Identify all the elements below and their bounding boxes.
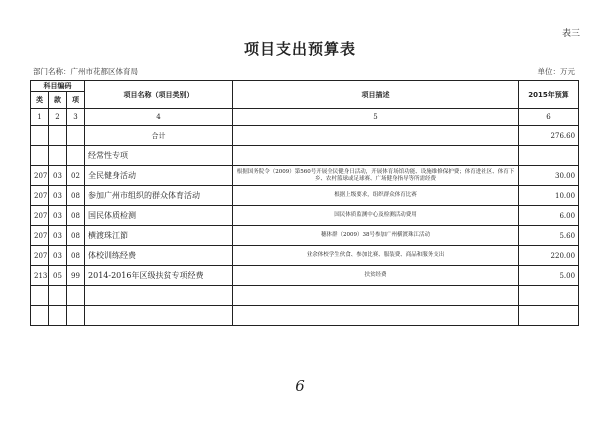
xiang-cell: 08 bbox=[67, 246, 85, 266]
lei-cell: 207 bbox=[31, 226, 49, 246]
document-title: 项目支出预算表 bbox=[243, 40, 356, 58]
budget-header: 2015年预算 bbox=[519, 81, 579, 109]
section-row bbox=[31, 146, 579, 166]
table-row bbox=[31, 226, 579, 246]
unit-label: 单位：万元 bbox=[537, 67, 575, 76]
description-cell: 根据上级要求，组织群众体育比赛 bbox=[233, 186, 519, 206]
xiang-cell: 08 bbox=[67, 206, 85, 226]
lei-header: 类 bbox=[31, 92, 49, 109]
xiang-cell: 08 bbox=[67, 186, 85, 206]
empty-row bbox=[31, 286, 579, 306]
kuan-cell: 03 bbox=[49, 206, 67, 226]
total-value: 276.60 bbox=[519, 126, 579, 146]
table-row bbox=[31, 266, 579, 286]
budget-cell: 30.00 bbox=[519, 166, 579, 186]
description-cell: 业余体校学生伙食、参加比赛、服装费、商品和服务支出 bbox=[233, 246, 519, 266]
kuan-header: 款 bbox=[49, 92, 67, 109]
kuan-cell: 03 bbox=[49, 186, 67, 206]
project-name-cell: 2014-2016年区级扶贫专项经费 bbox=[85, 266, 233, 286]
description-cell: 扶贫经费 bbox=[233, 266, 519, 286]
lei-cell: 213 bbox=[31, 266, 49, 286]
section-label: 经常性专项 bbox=[85, 146, 233, 166]
subject-code-header: 科目编码 bbox=[31, 81, 85, 92]
description-cell: 根据国务院令（2009）第560号开展全民健身日活动，开展体育场馆功能、设施维修保护费；体育进社区、体育下乡、农村篮球或足球赛、广场健身指导等所需经费 bbox=[233, 166, 519, 186]
project-name-cell: 横渡珠江節 bbox=[85, 226, 233, 246]
budget-cell: 220.00 bbox=[519, 246, 579, 266]
page-number: 6 bbox=[295, 377, 305, 395]
xiang-cell: 02 bbox=[67, 166, 85, 186]
kuan-cell: 03 bbox=[49, 166, 67, 186]
budget-cell: 6.00 bbox=[519, 206, 579, 226]
total-label: 合计 bbox=[85, 126, 233, 146]
lei-cell: 207 bbox=[31, 186, 49, 206]
description-cell: 国民体质监测中心及检测活动费用 bbox=[233, 206, 519, 226]
budget-table bbox=[30, 80, 579, 326]
budget-cell: 5.00 bbox=[519, 266, 579, 286]
xiang-cell: 99 bbox=[67, 266, 85, 286]
xiang-cell: 08 bbox=[67, 226, 85, 246]
index-cell: 2 bbox=[49, 109, 67, 126]
index-cell: 4 bbox=[85, 109, 233, 126]
budget-cell: 10.00 bbox=[519, 186, 579, 206]
project-name-cell: 全民健身活动 bbox=[85, 166, 233, 186]
table-row bbox=[31, 206, 579, 226]
project-name-header: 项目名称（项目类别） bbox=[85, 81, 233, 109]
table-number-label: 表三 bbox=[561, 29, 580, 39]
kuan-cell: 03 bbox=[49, 226, 67, 246]
lei-cell: 207 bbox=[31, 166, 49, 186]
total-row bbox=[31, 126, 579, 146]
xiang-header: 项 bbox=[67, 92, 85, 109]
project-name-cell: 国民体质检测 bbox=[85, 206, 233, 226]
empty-row bbox=[31, 306, 579, 326]
index-cell: 3 bbox=[67, 109, 85, 126]
kuan-cell: 03 bbox=[49, 246, 67, 266]
description-header: 项目描述 bbox=[233, 81, 519, 109]
project-name-cell: 参加广州市组织的群众体育活动 bbox=[85, 186, 233, 206]
description-cell: 穗体群（2009）38号参加广州横渡珠江活动 bbox=[233, 226, 519, 246]
index-cell: 6 bbox=[519, 109, 579, 126]
budget-cell: 5.60 bbox=[519, 226, 579, 246]
lei-cell: 207 bbox=[31, 246, 49, 266]
lei-cell: 207 bbox=[31, 206, 49, 226]
index-cell: 5 bbox=[233, 109, 519, 126]
index-row bbox=[31, 109, 579, 126]
table-row bbox=[31, 166, 579, 186]
table-row bbox=[31, 246, 579, 266]
table-row bbox=[31, 186, 579, 206]
index-cell: 1 bbox=[31, 109, 49, 126]
kuan-cell: 05 bbox=[49, 266, 67, 286]
project-name-cell: 体校训练经费 bbox=[85, 246, 233, 266]
department-label: 部门名称：广州市花都区体育局 bbox=[33, 67, 138, 76]
